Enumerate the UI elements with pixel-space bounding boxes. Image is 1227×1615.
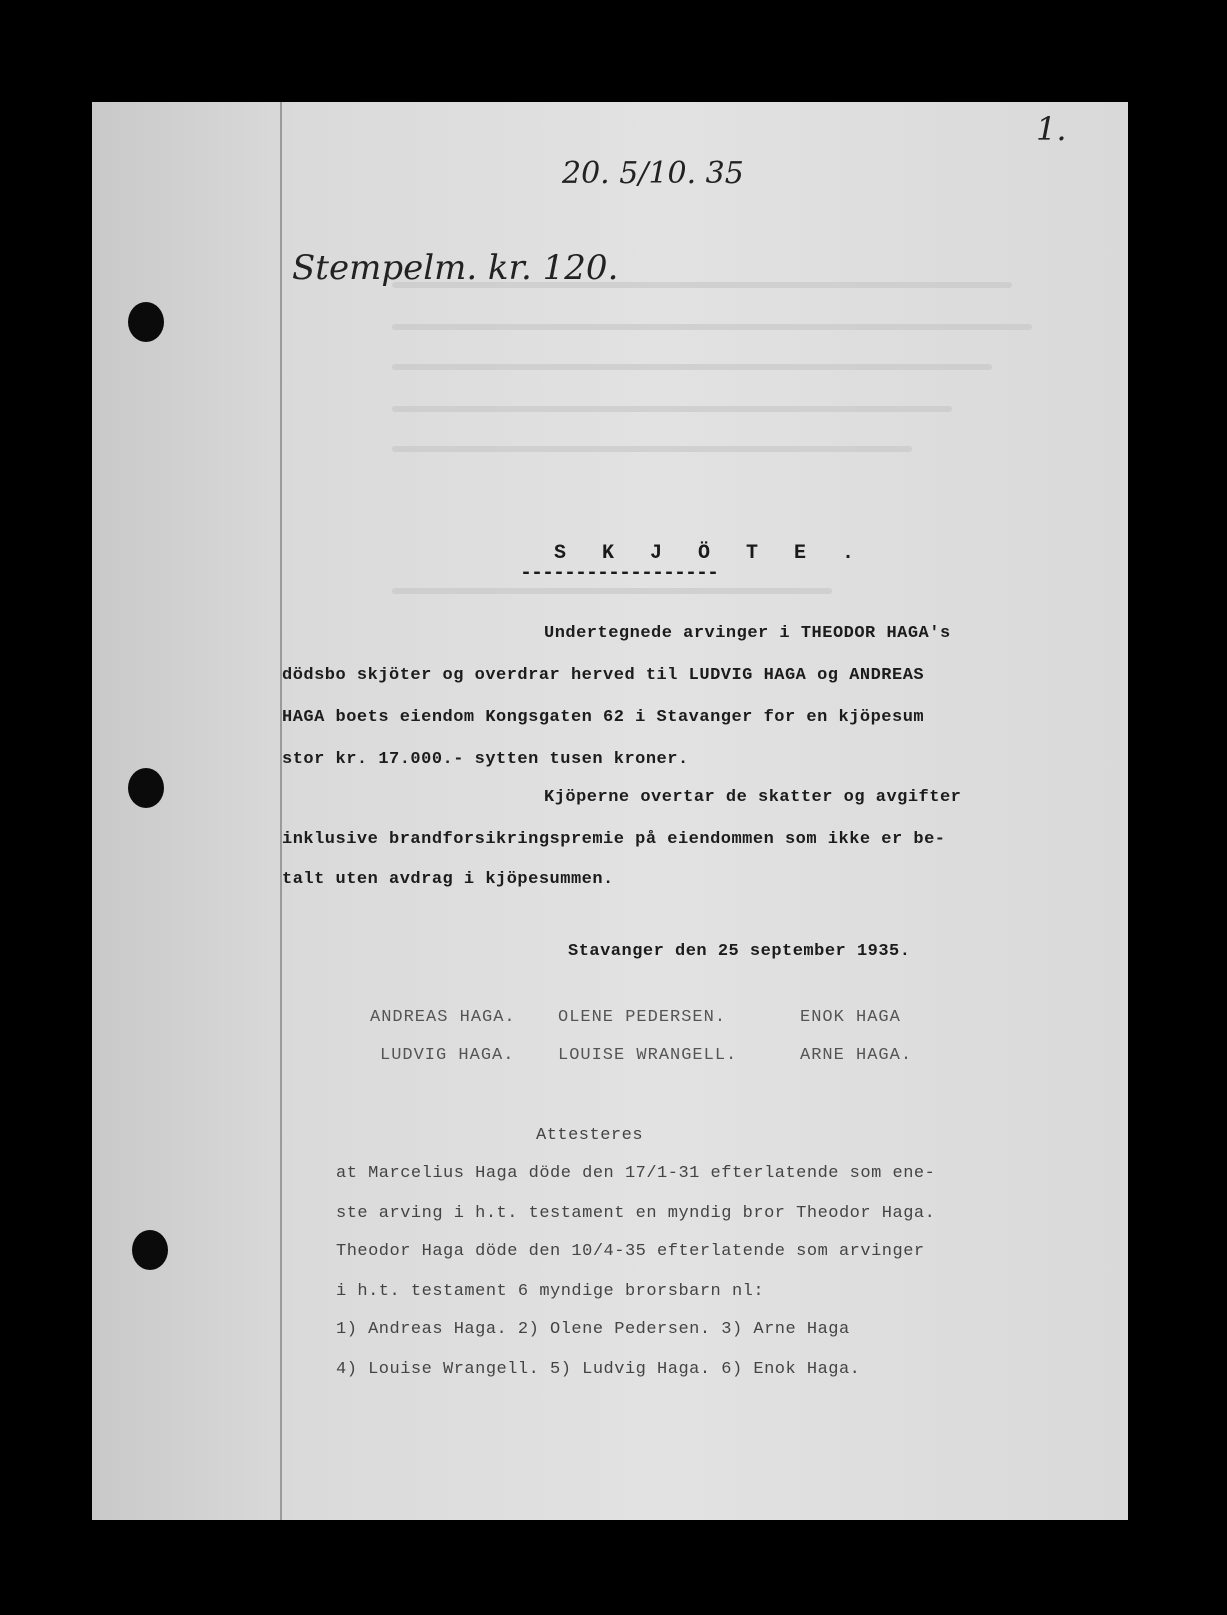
document-page	[92, 102, 1128, 1520]
attestation-line: at Marcelius Haga döde den 17/1-31 efterlatende som ene-	[336, 1164, 936, 1183]
show-through-line	[392, 324, 1032, 330]
body-line: stor kr. 17.000.- sytten tusen kroner.	[282, 750, 689, 769]
margin-rule	[280, 102, 282, 1520]
body-line: dödsbo skjöter og overdrar herved til LUDVIG HAGA og ANDREAS	[282, 666, 925, 685]
title-underline: ------------------	[520, 562, 719, 585]
signature: LUDVIG HAGA.	[380, 1046, 515, 1065]
attestation-line: Theodor Haga döde den 10/4-35 efterlatende som arvinger	[336, 1242, 925, 1261]
body-line: Undertegnede arvinger i THEODOR HAGA's	[544, 624, 951, 643]
attestation-heading: Attesteres	[536, 1126, 644, 1145]
date-note: 20. 5/10. 35	[562, 156, 744, 191]
show-through-line	[392, 364, 992, 370]
signature: ENOK HAGA	[800, 1008, 901, 1027]
place-date: Stavanger den 25 september 1935.	[568, 942, 911, 961]
body-line: talt uten avdrag i kjöpesummen.	[282, 870, 614, 889]
signature: LOUISE WRANGELL.	[558, 1046, 738, 1065]
punch-hole	[128, 302, 164, 342]
signature: ANDREAS HAGA.	[370, 1008, 516, 1027]
deed-title: S K J Ö T E .	[554, 542, 867, 565]
punch-hole	[128, 768, 164, 808]
attestation-line: 1) Andreas Haga. 2) Olene Pedersen. 3) Arne Haga	[336, 1320, 850, 1339]
punch-hole	[132, 1230, 168, 1270]
stamp-note: Stempelm. kr. 120.	[292, 248, 619, 288]
signature: ARNE HAGA.	[800, 1046, 913, 1065]
body-line: HAGA boets eiendom Kongsgaten 62 i Stavanger for en kjöpesum	[282, 708, 925, 727]
body-line: inklusive brandforsikringspremie på eiendommen som ikke er be-	[282, 830, 946, 849]
show-through-line	[392, 446, 912, 452]
signature: OLENE PEDERSEN.	[558, 1008, 727, 1027]
show-through-line	[392, 588, 832, 594]
attestation-line: ste arving i h.t. testament en myndig bror Theodor Haga.	[336, 1204, 936, 1223]
attestation-line: i h.t. testament 6 myndige brorsbarn nl:	[336, 1282, 765, 1301]
show-through-line	[392, 406, 952, 412]
page-number: 1.	[1036, 110, 1067, 148]
attestation-line: 4) Louise Wrangell. 5) Ludvig Haga. 6) Enok Haga.	[336, 1360, 861, 1379]
body-line: Kjöperne overtar de skatter og avgifter	[544, 788, 962, 807]
